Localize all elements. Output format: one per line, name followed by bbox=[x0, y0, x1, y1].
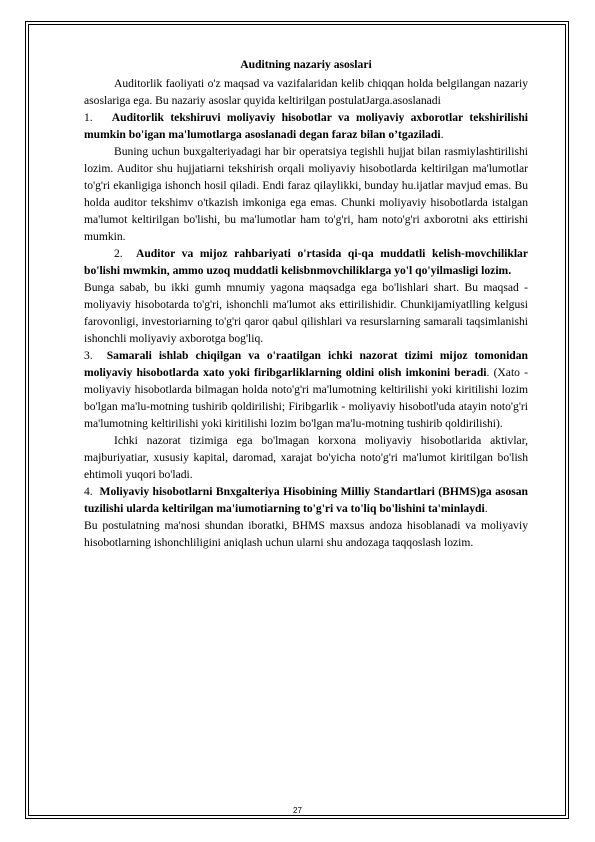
paragraph-4: Bu postulatning ma'nosi shundan iboratki, BHMS maxsus andoza hisoblanadi va moliyaviy hisobotlarning ishonchliligini aniqlash uchun ularni shu andozaga taqqoslash lozim. bbox=[84, 519, 528, 549]
intro-paragraph: Auditorlik faoliyati o'z maqsad va vazifalaridan kelib chiqqan holda belgilangan nazariy asoslariga ega. Bu nazariy asoslar quyida keltirilgan postulatJarga.asoslanadi bbox=[84, 77, 528, 107]
document-body bbox=[84, 56, 528, 551]
page-number: 27 bbox=[293, 806, 302, 815]
postulate-4-number: 4. bbox=[84, 485, 93, 498]
postulate-1-tail: . bbox=[440, 128, 444, 141]
postulate-2 bbox=[84, 245, 528, 279]
postulate-3 bbox=[84, 347, 528, 432]
page-title: Auditning nazariy asoslari bbox=[240, 58, 372, 71]
postulate-4-tail: . bbox=[484, 502, 488, 515]
paragraph-3: Ichki nazorat tizimiga ega bo'lmagan korxona moliyaviy hisobotlarida aktivlar, majburiyatiar, xususiy kapital, daromad, xarajat bo'yicha noto'g'ri ma'lumot kiritilgan bo'lish ehtimoli yuqori bo'ladi. bbox=[84, 434, 528, 481]
paragraph-1: Buning uchun buxgalteriyadagi har bir operatsiya tegishli hujjat bilan rasmiylashtirilishi lozim. Auditor shu hujjatiarni tekshirish orqali moliyaviy hisobotlarda keltirilgan ma'lumotlar to'g'ri ekanligiga ishonch hosil qiladi. Endi faraz qilaylikki, bunday hu.ijatlar mavjud emas. Bu holda auditor tekshimv o'tkazish imkoniga ega emas. Chunki moliyaviy hisobotlarda istalgan ma'lumot keltirilgan bo'lishi, bu ma'lumotlar ham to'g'ri, ham noto'g'ri axborotni aks ettirishi mumkin. bbox=[84, 145, 528, 243]
postulate-3-tail: . (Xato - moliyaviy hisobotlarda bilmagan holda noto'g'ri ma'lumotning keltirilishi yoki kiritilishi lozim bo'lgan ma'lu-motning tushirib qoldirilishi; Firibgarlik - moliyaviy hisobotl'uda atayin noto'g'ri ma'lumotning keltirilishi yoki kiritilishi lozim bo'lgan ma'lu-motning tushirib qoldirilishi). bbox=[84, 366, 528, 430]
postulate-1 bbox=[84, 109, 528, 143]
paragraph-2: Bunga sabab, bu ikki gumh mnumiy yagona maqsadga ega bo'lishlari shart. Bu maqsad - moliyaviy hisobotarda to'g'ri, ishonchli ma'lumot aks ettirilishidir. Chunkijamiyatlling kelgusi farovonligi, investoriarning to'g'ri qaror qabul qilishlari va resurslarning samarali taqsimlanishi ishonchli moliyaviy axborotga bog'liq. bbox=[84, 281, 528, 345]
postulate-3-number: 3. bbox=[84, 349, 93, 362]
postulate-4-text: Moliyaviy hisobotlarni Bnxgalteriya Hisobining Milliy Standartlari (BHMS)ga asosan tuzilishi ularda keltirilgan ma'iumotiarning to'g'ri va to'liq bo'lishini ta'minlaydi bbox=[84, 485, 528, 515]
postulate-4 bbox=[84, 483, 528, 517]
postulate-1-number: 1. bbox=[84, 111, 93, 124]
postulate-2-text: Auditor va mijoz rahbariyati o'rtasida qi-qa muddatli kelish-movchiliklar bo'lishi mwmkin, ammo uzoq muddatli kelisbnmovchiliklarga yo'l qo'yilmasligi lozim. bbox=[84, 247, 528, 277]
postulate-3-text: Samarali ishlab chiqilgan va o'raatilgan ichki nazorat tizimi mijoz tomonidan moliyaviy hisobotlarda xato yoki firibgarliklarning oldini olish imkonini beradi bbox=[84, 349, 529, 379]
postulate-1-text: Auditorlik tekshiruvi moliyaviy hisobotlar va moliyaviy axborotlar tekshirilishi mumkin bo'igan ma'lumotlarga asoslanadi degan faraz bilan o’tgaziladi bbox=[84, 111, 528, 141]
postulate-2-number: 2. bbox=[114, 247, 123, 260]
